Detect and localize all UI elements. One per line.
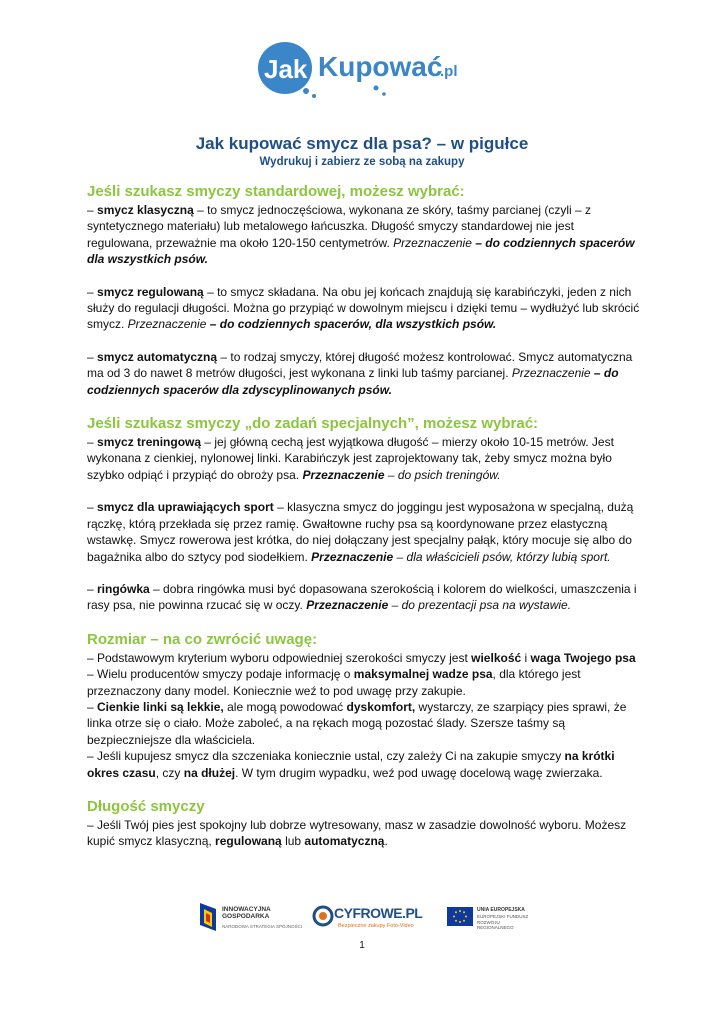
- logo-text-pl: .pl: [440, 63, 458, 80]
- section-heading: Rozmiar – na co zwrócić uwagę:: [87, 630, 318, 648]
- text-run: i: [521, 650, 531, 665]
- bold-text: Przeznaczenie: [306, 598, 389, 613]
- text-run: –: [87, 699, 98, 714]
- list-item: [87, 434, 641, 483]
- bold-text: na krótki okres czasu: [87, 749, 615, 780]
- text-run: –: [87, 435, 98, 450]
- right-logo-line1: UNIA EUROPEJSKA: [477, 907, 525, 913]
- list-item: [87, 499, 641, 565]
- right-logo-line2: EUROPEJSKI FUNDUSZ: [477, 914, 529, 919]
- text-run: – jej główną cechą jest wyjątkowa długość – mierzy około 10-15 metrów. Jest wykonana z cienkiej, nylonowej linki. Karabińczyk jest zaprojektowany tak, żeby smycz można było szybko odpiąć i przypiąć do obroży psa.: [87, 435, 614, 482]
- bold-text: smycz treningową: [97, 435, 202, 450]
- text-run: .: [384, 834, 388, 849]
- left-logo-line1: INNOWACYJNA: [222, 906, 271, 913]
- cyfrowe-brand: CYFROWE.PL: [334, 905, 423, 921]
- bold-text: smycz automatyczną: [97, 349, 218, 364]
- text-run: – Jeśli kupujesz smycz dla szczeniaka koniecznie ustal, czy zależy Ci na zakupie smyczy: [87, 749, 565, 764]
- text-run: ale mogą powodować: [223, 699, 347, 714]
- text-run: – to smycz składana. Na obu jej końcach znajdują się karabińczyki, jeden z nich służy do regulacji długości. Można go przypiąć w dowolnym miejscu i dzięki temu – wydłużyć lub skrócić smycz.: [87, 284, 640, 332]
- camera-lens-icon: [312, 905, 334, 927]
- section-heading: Długość smyczy: [87, 797, 205, 815]
- bold-text: Przeznaczenie: [311, 549, 394, 564]
- text-run: – Wielu producentów smyczy podaje informację o: [87, 667, 354, 682]
- jakkupowac-logo: [256, 38, 468, 102]
- text-run: –: [87, 581, 98, 596]
- bold-text: – do codziennych spacerów dla wszystkich psów.: [87, 235, 635, 267]
- italic-text: – do psich treningów.: [384, 467, 501, 482]
- italic-text: Przeznaczenie: [511, 366, 591, 381]
- cyfrowe-logo: [312, 903, 422, 933]
- text-run: , czy: [155, 765, 184, 780]
- bold-text: maksymalnej wadze psa: [353, 667, 493, 682]
- text-run: wystarczy, ze szarpiący pies sprawi, że linka otrze się o ciało. Może zaboleć, a na rękach mogą pozostać ślady. Szersze taśmy są bezpieczniejsze dla właściciela.: [87, 699, 627, 747]
- list-item: [87, 666, 641, 699]
- section-heading: Jeśli szukasz smyczy standardowej, możesz wybrać:: [87, 183, 465, 200]
- bold-text: Cienkie linki są lekkie,: [97, 699, 224, 714]
- text-run: –: [87, 349, 98, 364]
- bold-text: wielkość: [471, 650, 522, 665]
- bold-text: ringówka: [97, 581, 150, 596]
- innowacyjna-gospodarka-logo: [200, 903, 303, 933]
- text-run: –: [87, 284, 98, 299]
- bold-text: – do codziennych spacerów dla zdyscyplinowanych psów.: [87, 366, 619, 397]
- bold-text: automatyczną: [304, 834, 385, 849]
- text-run: – to smycz jednoczęściowa, wykonana ze skóry, taśmy parcianej (czyli – z syntetycznego materiału) lub metalowego łańcuszka. Długość smyczy standardowej nie jest regulowana, przeważnie ma około 120-150 centymetrów.: [87, 203, 592, 250]
- unia-europejska-logo: [447, 904, 537, 932]
- text-run: . W tym drugim wypadku, weź pod uwagę docelową wagę zwierzaka.: [235, 765, 603, 780]
- logo-text-jak: Jak: [264, 54, 308, 84]
- left-logo-line2: GOSPODARKA: [222, 913, 270, 920]
- bold-text: regulowaną: [215, 834, 282, 849]
- footer-logos: [0, 900, 724, 936]
- text-run: –: [87, 500, 98, 515]
- eu-flag-icon: [447, 907, 473, 926]
- list-item: [87, 650, 641, 666]
- text-run: lub: [281, 834, 305, 849]
- italic-text: Przeznaczenie: [393, 235, 472, 250]
- page-subtitle: Wydrukuj i zabierz ze sobą na zakupy: [259, 156, 465, 168]
- text-run: – to rodzaj smyczy, której długość możesz kontrolować. Smycz automatyczna ma od 3 do nawet 8 metrów długości, jest wykonana z linki lub taśmy parcianej.: [87, 349, 633, 381]
- page-number: 1: [359, 940, 365, 951]
- bold-text: Przeznaczenie: [302, 467, 385, 482]
- left-logo-line3: NARODOWA STRATEGIA SPÓJNOŚCI: [222, 924, 303, 929]
- italic-text: Przeznaczenie: [127, 317, 207, 332]
- list-item: [87, 817, 641, 850]
- bold-text: waga Twojego psa: [530, 650, 636, 665]
- list-item: [87, 284, 641, 333]
- italic-text: – do prezentacji psa na wystawie.: [388, 598, 572, 613]
- list-item: [87, 699, 641, 748]
- list-item: [87, 581, 641, 614]
- flag-icon: [200, 903, 216, 931]
- bold-text: dyskomfort,: [346, 699, 416, 714]
- list-item: [87, 748, 641, 781]
- bold-text: smycz dla uprawiających sport: [97, 500, 274, 515]
- bold-text: smycz klasyczną: [97, 203, 194, 217]
- section-heading: Jeśli szukasz smyczy „do zadań specjalnych”, możesz wybrać:: [87, 415, 539, 433]
- italic-text: – dla właścicieli psów, którzy lubią sport.: [393, 549, 611, 564]
- page-title: Jak kupować smycz dla psa? – w pigułce: [195, 134, 529, 153]
- bold-text: – do codziennych spacerów, dla wszystkich psów.: [206, 317, 497, 332]
- list-item: [87, 202, 641, 268]
- logo-graphic: [256, 38, 468, 102]
- logo-text-kupowac: Kupować: [318, 51, 443, 82]
- text-run: – Jeśli Twój pies jest spokojny lub dobrze wytresowany, masz w zasadzie dowolność wyboru. Możesz kupić smycz klasyczną,: [87, 817, 627, 849]
- document-body: [87, 182, 641, 850]
- list-item: [87, 349, 641, 398]
- text-run: – klasyczna smycz do joggingu jest wyposażona w specjalną, dużą rączkę, którą przekłada się przez ramię. Gwałtowne ruchy psa są koordynowane przez elastyczną wstawkę. Smycz rowerowa jest krótka, do niej dołączany jest specjalny pałąk, który mocuje się albo do bagażnika albo do sztycy pod siodełkiem.: [87, 500, 634, 564]
- bold-text: na dłużej: [183, 765, 236, 780]
- bold-text: smycz regulowaną: [97, 284, 204, 299]
- text-run: – dobra ringówka musi być dopasowana szerokością i kolorem do wielkości, umaszczenia i rasy psa, nie powinna rzucać się w oczy.: [87, 581, 637, 613]
- text-run: – Podstawowym kryterium wyboru odpowiedniej szerokości smyczy jest: [87, 650, 472, 665]
- text-run: –: [87, 203, 98, 217]
- text-run: , dla którego jest przeznaczony dany model. Koniecznie weź to pod uwagę przy zakupie.: [87, 667, 581, 698]
- right-logo-line3: ROZWOJU REGIONALNEGO: [477, 919, 514, 930]
- cyfrowe-tagline: Bezpieczne zakupy Foto-Video: [338, 923, 414, 929]
